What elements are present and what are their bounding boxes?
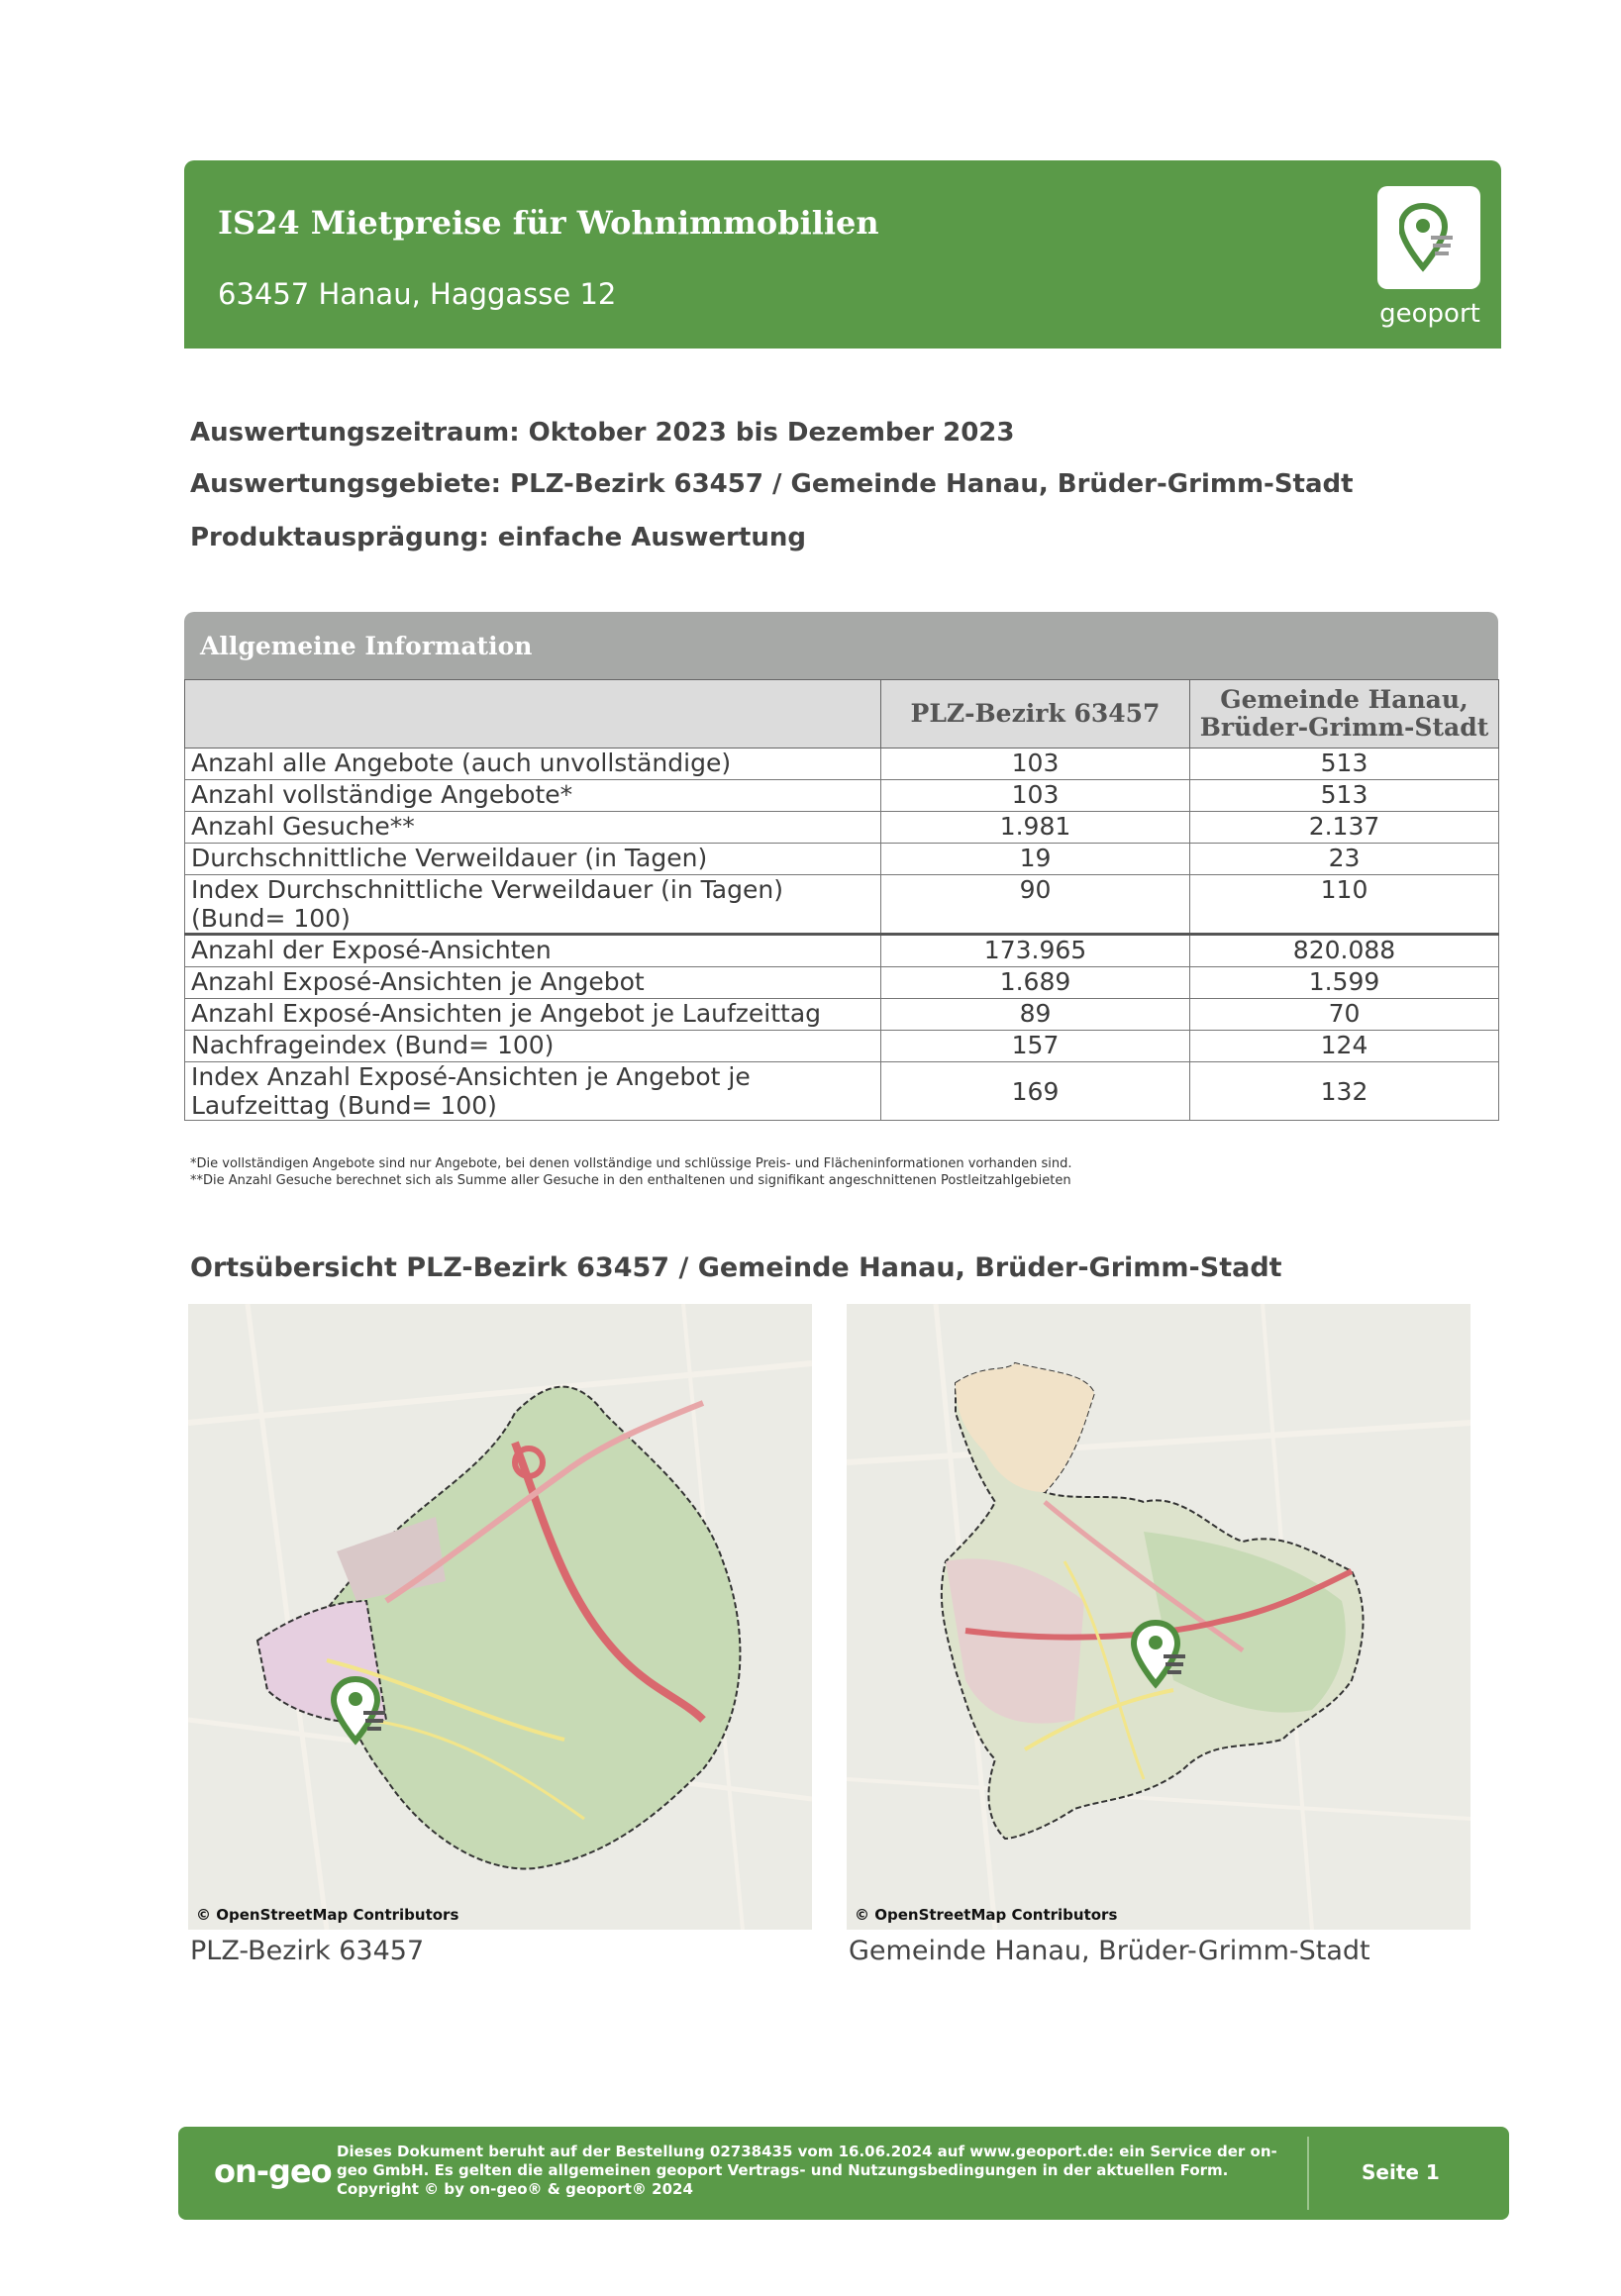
meta-produkt: Produktausprägung: einfache Auswertung <box>190 523 806 552</box>
meta-gebiete: Auswertungsgebiete: PLZ-Bezirk 63457 / Gemeinde Hanau, Brüder-Grimm-Stadt <box>190 469 1354 499</box>
row-value-gemeinde: 70 <box>1190 999 1499 1031</box>
row-label-line1: Index Durchschnittliche Verweildauer (in Tagen) <box>191 875 783 904</box>
map-gemeinde-image <box>847 1304 1470 1930</box>
map-plz-credit: © OpenStreetMap Contributors <box>196 1906 459 1924</box>
row-value-plz: 173.965 <box>881 935 1190 967</box>
info-table-title-bar <box>184 612 1498 679</box>
info-table <box>184 679 1499 1121</box>
table-header-row <box>185 680 1499 749</box>
table-header-plz: PLZ-Bezirk 63457 <box>881 680 1190 749</box>
row-label-line1: Index Anzahl Exposé-Ansichten je Angebot je <box>191 1062 751 1091</box>
row-value-plz: 157 <box>881 1031 1190 1062</box>
row-label: Anzahl Gesuche** <box>185 812 881 844</box>
row-value-plz: 103 <box>881 749 1190 780</box>
row-value-plz: 103 <box>881 780 1190 812</box>
map-gemeinde-credit: © OpenStreetMap Contributors <box>855 1906 1118 1924</box>
table-header-gemeinde-line1: Gemeinde Hanau, <box>1220 685 1469 714</box>
meta-zeitraum: Auswertungszeitraum: Oktober 2023 bis Dezember 2023 <box>190 418 1015 448</box>
table-row <box>185 844 1499 875</box>
table-row <box>185 780 1499 812</box>
row-value-plz: 19 <box>881 844 1190 875</box>
report-header <box>184 160 1501 349</box>
map-plz-caption: PLZ-Bezirk 63457 <box>190 1936 425 1966</box>
footnote-1: *Die vollständigen Angebote sind nur Angebote, bei denen vollständige und schlüssige Preis- und Flächeninformationen vorhanden sind. <box>190 1156 1072 1171</box>
row-label-line2: Laufzeittag (Bund= 100) <box>191 1091 497 1120</box>
row-value-gemeinde: 132 <box>1190 1062 1499 1121</box>
row-label: Anzahl der Exposé-Ansichten <box>185 935 881 967</box>
report-title: IS24 Mietpreise für Wohnimmobilien <box>218 204 879 242</box>
map-pin-icon <box>1399 202 1459 273</box>
table-header-empty <box>185 680 881 749</box>
table-row <box>185 999 1499 1031</box>
row-value-plz: 1.981 <box>881 812 1190 844</box>
page-footer <box>178 2127 1509 2220</box>
map-gemeinde[interactable] <box>847 1304 1470 1930</box>
row-label: Anzahl vollständige Angebote* <box>185 780 881 812</box>
row-label <box>185 875 881 935</box>
report-address: 63457 Hanau, Haggasse 12 <box>218 277 617 311</box>
info-table-title: Allgemeine Information <box>200 632 533 660</box>
row-value-gemeinde: 110 <box>1190 875 1499 935</box>
row-value-gemeinde: 23 <box>1190 844 1499 875</box>
map-plz[interactable] <box>188 1304 812 1930</box>
row-label <box>185 1062 881 1121</box>
row-value-plz: 90 <box>881 875 1190 935</box>
table-row <box>185 967 1499 999</box>
on-geo-logo: on-geo <box>214 2152 332 2190</box>
row-label: Anzahl Exposé-Ansichten je Angebot je Laufzeittag <box>185 999 881 1031</box>
row-value-gemeinde: 513 <box>1190 780 1499 812</box>
footer-divider <box>1307 2137 1309 2210</box>
row-value-gemeinde: 820.088 <box>1190 935 1499 967</box>
table-row <box>185 935 1499 967</box>
row-value-gemeinde: 1.599 <box>1190 967 1499 999</box>
table-row <box>185 1062 1499 1121</box>
row-value-plz: 1.689 <box>881 967 1190 999</box>
row-label: Anzahl alle Angebote (auch unvollständige) <box>185 749 881 780</box>
info-table-container <box>184 612 1498 1121</box>
table-header-gemeinde-line2: Brüder-Grimm-Stadt <box>1199 713 1489 742</box>
table-footnotes <box>190 1155 1072 1189</box>
table-row <box>185 1031 1499 1062</box>
table-header-gemeinde <box>1190 680 1499 749</box>
row-value-gemeinde: 513 <box>1190 749 1499 780</box>
row-value-plz: 89 <box>881 999 1190 1031</box>
footnote-2: **Die Anzahl Gesuche berechnet sich als Summe aller Gesuche in den enthaltenen und signifikant angeschnittenen Postleitzahlgebieten <box>190 1173 1071 1188</box>
row-label-line2: (Bund= 100) <box>191 904 351 933</box>
table-row <box>185 812 1499 844</box>
row-value-gemeinde: 2.137 <box>1190 812 1499 844</box>
row-value-plz: 169 <box>881 1062 1190 1121</box>
map-plz-image <box>188 1304 812 1930</box>
row-label: Durchschnittliche Verweildauer (in Tagen) <box>185 844 881 875</box>
footer-disclaimer: Dieses Dokument beruht auf der Bestellung 02738435 vom 16.06.2024 auf www.geoport.de: ein Service der on-geo GmbH. Es gelten die allgemeinen geoport Vertrags- und Nutzungsbedingungen in der aktuellen Form. Copyright © by on-geo® & geoport® 2024 <box>337 2143 1277 2198</box>
map-gemeinde-caption: Gemeinde Hanau, Brüder-Grimm-Stadt <box>849 1936 1370 1966</box>
geoport-logo-text: geoport <box>1379 299 1480 329</box>
row-label: Anzahl Exposé-Ansichten je Angebot <box>185 967 881 999</box>
page-number: Seite 1 <box>1362 2160 1440 2184</box>
row-value-gemeinde: 124 <box>1190 1031 1499 1062</box>
table-row <box>185 875 1499 935</box>
row-label: Nachfrageindex (Bund= 100) <box>185 1031 881 1062</box>
table-row <box>185 749 1499 780</box>
map-section-title: Ortsübersicht PLZ-Bezirk 63457 / Gemeinde Hanau, Brüder-Grimm-Stadt <box>190 1252 1282 1283</box>
geoport-logo <box>1377 186 1480 289</box>
